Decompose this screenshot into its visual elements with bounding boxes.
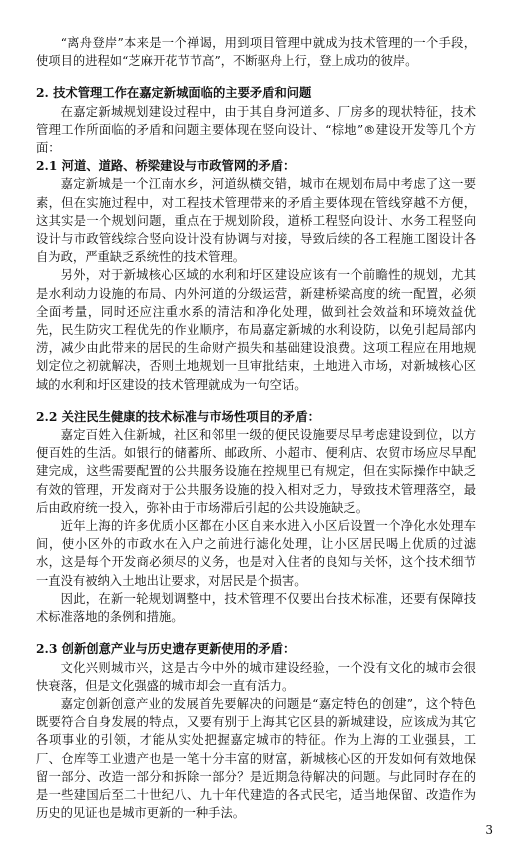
section-2-3-paragraph-2: 嘉定创新创意产业的发展首先要解决的问题是“嘉定特色的创建”，这个特色既要符合自身发展的特点，又要有别于上海其它区县的新城建设，应该成为其它各项事业的引领，才能从实处把握嘉定城市的特征。作为上海的工业强县，工厂、仓库等工业遗产也是一笔十分丰富的财富，新城核心区的开发如何有效地保留一部分、改造一部分和拆除一部分？是近期急待解决的问题。与此同时存在的是一些建国后至二十世纪八、九十年代建造的各式民宅，适当地保留、改造作为历史的见证也是城市更新的一种手法。	[36, 696, 476, 821]
section-2-1-heading: 2.1 河道、道路、桥梁建设与市政管网的矛盾：	[36, 158, 296, 174]
section-2-2-paragraph-3: 因此，在新一轮规划调整中，技术管理不仅要出台技术标准，还要有保障技术标准落地的条例和措施。	[36, 591, 476, 625]
section-2-2-heading: 2.2 关注民生健康的技术标准与市场性项目的矛盾：	[36, 408, 320, 424]
page-number: 3	[485, 823, 493, 837]
section-2-1-paragraph-2: 另外，对于新城核心区域的水利和圩区建设应该有一个前瞻性的规划，尤其是水利动力设施的布局、内外河道的分级运营，新建桥梁高度的统一配置，必须全面考量，同时还应注重水系的清洁和净化处理，做到社会效益和环境效益优先，民生防灾工程优先的作业顺序，布局嘉定新城的水利设防，以免引起局部内涝，减少由此带来的居民的生命财产损失和基础建设浪费。这项工程应在用地规划定位之初就解决，否则土地规划一旦审批结束，土地进入市场，对新城核心区域的水利和圩区建设的技术管理就成为一句空话。	[36, 268, 476, 392]
document-body	[36, 34, 476, 822]
section-2-3-paragraph-1: 文化兴则城市兴，这是古今中外的城市建设经验，一个没有文化的城市会很快衰落，但是文化强盛的城市却会一直有活力。	[36, 660, 476, 693]
section-2-heading: 2. 技术管理工作在嘉定新城面临的主要矛盾和问题	[36, 85, 312, 101]
section-2-1-paragraph-1: 嘉定新城是一个江南水乡，河道纵横交错，城市在规划布局中考虑了这一要素，但在实施过程中，对工程技术管理带来的矛盾主要体现在管线穿越不方便，这其实是一个规划问题，重点在于规划阶段，道桥工程竖向设计、水务工程竖向设计与市政管线综合竖向设计没有协调与对接，导致后续的各工程施工图设计各自为政，严重缺乏系统性的技术管理。	[36, 177, 476, 265]
section-2-3-heading: 2.3 创新创意产业与历史遗存更新使用的矛盾：	[36, 641, 296, 657]
section-2-2-paragraph-1: 嘉定百姓入住新城，社区和邻里一级的便民设施要尽早考虑建设到位，以方便百姓的生活。如银行的储蓄所、邮政所、小超市、便利店、农贸市场应尽早配建完成，这些需要配置的公共服务设施在控规里已有规定，但在实际操作中缺乏有效的管理，开发商对于公共服务设施的投入相对乏力，导致技术管理落空，最后由政府统一投入，弥补由于市场滞后引起的公共设施缺乏。	[36, 428, 476, 515]
intro-paragraph: “离舟登岸”本来是一个禅谒，用到项目管理中就成为技术管理的一个手段，使项目的进程如“芝麻开花节节高”，不断驱舟上行，登上成功的彼岸。	[36, 36, 476, 69]
section-2-2-paragraph-2: 近年上海的许多优质小区都在小区自来水进入小区后设置一个净化水处理车间，使小区外的市政水在入户之前进行滤化处理，让小区居民喝上优质的过滤水，这是每个开发商必须尽的义务，也是对入住者的良知与关怀，这个技术细节一直没有被纳入土地出让要求，对居民是个损害。	[36, 519, 476, 588]
section-2-intro: 在嘉定新城规划建设过程中，由于其自身河道多、厂房多的现状特征，技术管理工作所面临的矛盾和问题主要体现在竖向设计、“棕地”®建设开发等几个方面：	[36, 104, 476, 156]
